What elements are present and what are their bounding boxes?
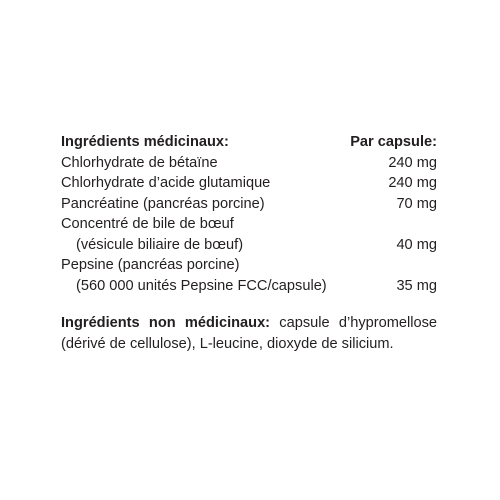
ingredient-name: Chlorhydrate d’acide glutamique [61,175,271,191]
ingredient-amount [344,255,437,276]
medicinal-ingredients-table [61,132,437,296]
ingredient-source: (vésicule biliaire de bœuf) [76,236,244,253]
ingredient-amount: 240 mg [388,154,437,171]
ingredient-name: Pepsine (pancréas porcine) [61,257,240,273]
per-capsule-heading: Par capsule: [350,134,437,150]
ingredient-amount [344,214,437,235]
table-row [61,276,437,297]
ingredient-name: Pancréatine (pancréas porcine) [61,195,265,212]
non-medicinal-heading: Ingrédients non médicinaux: [61,315,271,331]
ingredient-amount: 70 mg [396,195,437,212]
table-row [61,214,437,235]
table-row [61,255,437,276]
non-medicinal-ingredients [61,313,437,354]
ingredient-potency: (560 000 unités Pepsine FCC/capsule) [76,277,327,294]
ingredient-amount: 240 mg [388,175,437,191]
ingredient-amount: 35 mg [396,277,437,294]
medicinal-ingredients-heading: Ingrédients médicinaux: [61,134,229,150]
table-row [61,235,437,256]
table-row [61,173,437,194]
ingredient-name: Concentré de bile de bœuf [61,216,234,232]
ingredient-amount: 40 mg [396,236,437,253]
non-medicinal-text: capsule d’hypromellose (dérivé de cellulose), L-leucine, dioxyde de silicium. [61,315,437,352]
ingredient-name: Chlorhydrate de bétaïne [61,154,218,171]
table-row [61,194,437,215]
table-row [61,153,437,174]
ingredients-panel [61,132,437,369]
table-header-row [61,132,437,153]
